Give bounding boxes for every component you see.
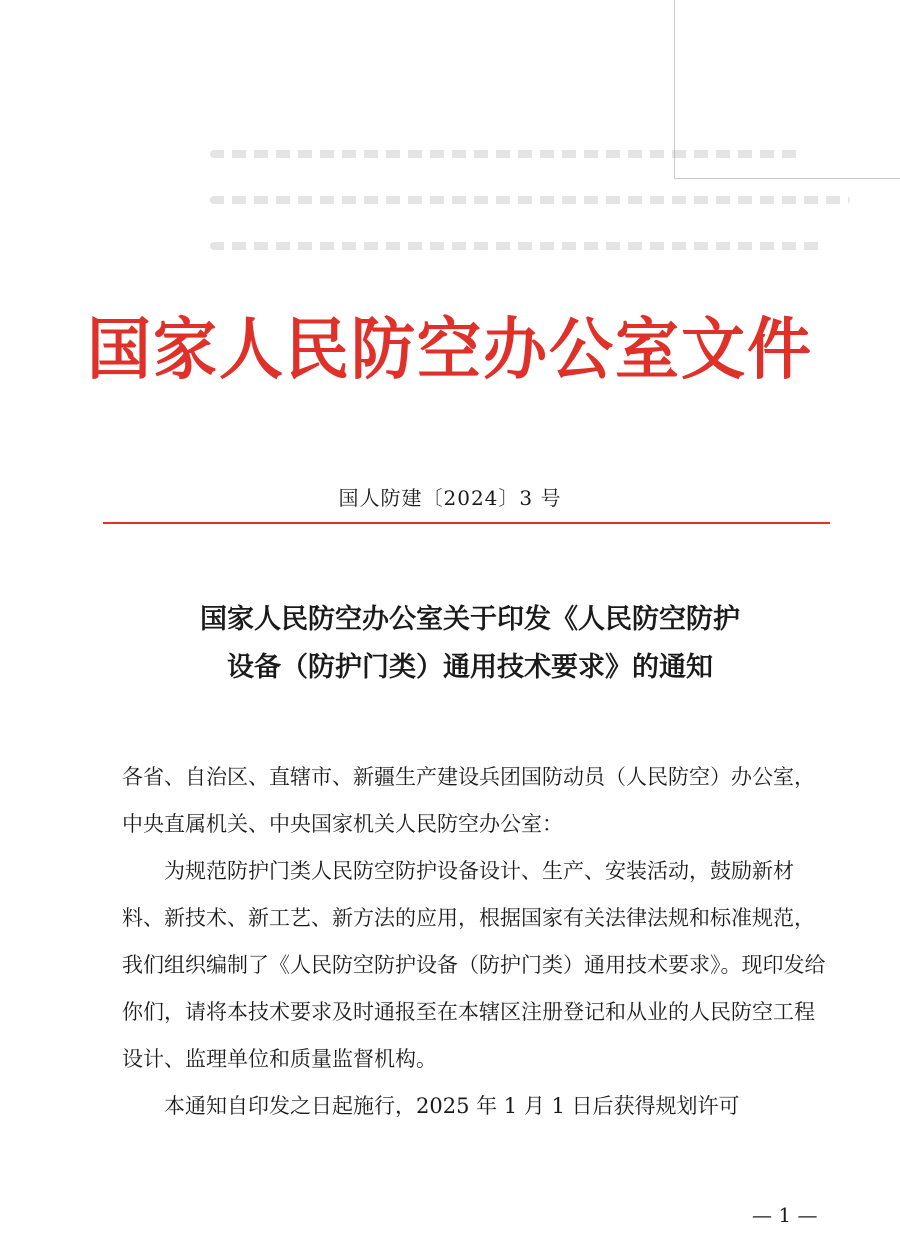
body-paragraph-2: 本通知自印发之日起施行，2025 年 1 月 1 日后获得规划许可 — [164, 1094, 740, 1118]
bleed-through-marks — [210, 150, 850, 280]
page-number: — 1 — — [752, 1203, 818, 1227]
document-number: 国人防建〔2024〕3 号 — [338, 486, 562, 510]
notice-title — [110, 596, 830, 692]
red-divider-line — [103, 522, 830, 524]
notice-title-line-1: 国家人民防空办公室关于印发《人民防空防护 — [200, 604, 740, 635]
recipients-paragraph: 各省、自治区、直辖市、新疆生产建设兵团国防动员（人民防空）办公室，中央直属机关、中央国家机关人民防空办公室： — [122, 765, 815, 836]
notice-title-line-2: 设备（防护门类）通用技术要求》的通知 — [227, 652, 713, 683]
notice-body — [122, 754, 834, 1130]
issuer-masthead: 国家人民防空办公室文件 — [87, 311, 813, 390]
body-paragraph-1: 为规范防护门类人民防空防护设备设计、生产、安装活动，鼓励新材料、新技术、新工艺、新方法的应用，根据国家有关法律法规和标准规范，我们组织编制了《人民防空防护设备（防护门类）通用技术要求》。现印发给你们，请将本技术要求及时通报至在本辖区注册登记和从业的人民防空工程设计、监理单位和质量监督机构。 — [122, 859, 826, 1071]
